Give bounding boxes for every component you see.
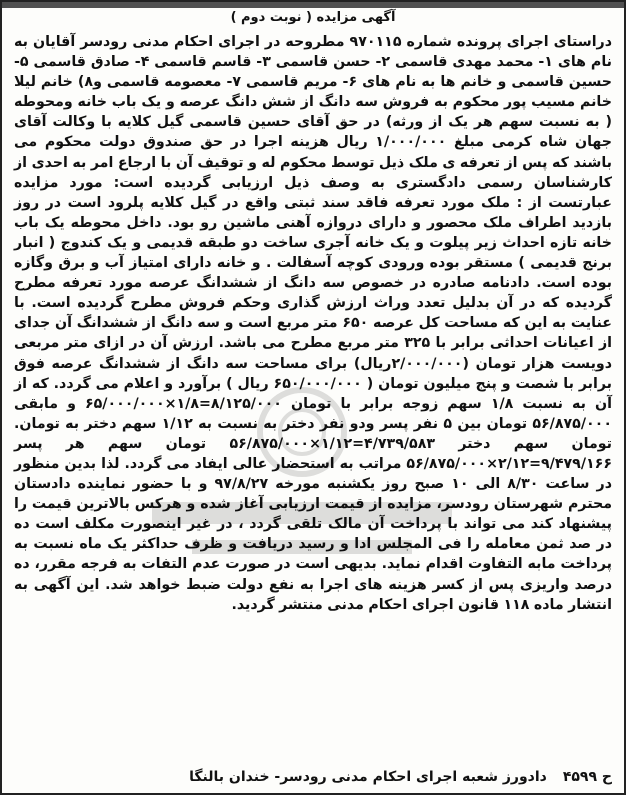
notice-title: آگهی مزایده ( نوبت دوم ) [230, 10, 396, 25]
notice-footer [14, 769, 612, 785]
notice-body [14, 32, 612, 759]
footer-code: ح ۴۵۹۹ [562, 769, 612, 785]
top-border-strip [2, 2, 624, 8]
notice-paragraph: دراستای اجرای پرونده شماره ۹۷۰۱۱۵ مطروحه در اجرای احکام مدنی رودسر آقایان به نام های ۱- محمد مهدی قاسمی ۲- حسن قاسمی ۳- قاسم قاسمی ۴- صادق قاسمی ۵- حسین قاسمی و خانم ها به نام های ۶- مریم قاسمی ۷- معصومه قاسمی و۸) خانم لیلا خانم مسیب پور محکوم به فروش سه دانگ از شش دانگ عرصه و یک باب خانه ومحوطه ( به نسبت سهم هر یک از ورثه) در حق آقای حسین قاسمی گیل کلایه با وکالت آقای جهان شاه کرمی مبلغ ۱/۰۰۰/۰۰۰ ریال هزینه اجرا در حق صندوق دولت محکوم می باشند که پس از تعرفه ی ملک ذیل توسط محکوم له و توقیف آن با ارجاع امر به احدی از کارشناسان رسمی دادگستری به وصف ذیل ارزیابی گردیده است: مورد مزایده عبارتست از : ملک مورد تعرفه فاقد سند ثبتی واقع در گیل کلایه پلرود است در روز بازدید اطراف ملک محصور و دارای دروازه آهنی ماشین رو بود. داخل محوطه یک باب خانه تازه احداث زیر پیلوت و یک خانه آجری ساخت دو طبقه قدیمی و یک کندوج ( انبار برنج قدیمی ) مستقر بوده ورودی کوچه آسفالت . و خانه دارای امتیاز آب و برق وگازه بوده است. دادنامه صادره در خصوص سه دانگ از ششدانگ عرصه مورد تعرفه مطرح گردیده که در آن بدلیل تعدد وراث ارزش گذاری وحکم فروش مطرح گردیده است. با عنایت به این که مساحت کل عرصه ۶۵۰ متر مربع است و سه دانگ از ششدانگ آن جدای از اعیانات احداثی برابر با ۳۲۵ متر مربع مطرح می باشد. ارزش آن در ازای متر مربعی دویست هزار تومان (۲/۰۰۰/۰۰۰ریال) برای مساحت سه دانگ از ششدانگ عرصه فوق برابر با شصت و پنج میلیون تومان ( ۶۵۰/۰۰۰/۰۰۰ ریال ) برآورد و اعلام می گردد. که از آن به نسبت ۱/۸ سهم زوجه برابر با تومان ۸/۱۲۵/۰۰۰=۱/۸×۶۵/۰۰۰/۰۰۰ و مابقی ۵۶/۸۷۵/۰۰۰ تومان بین ۵ نفر پسر ودو نفر دختر به نسبت به ۱/۱۲ سهم دختر به تومان. تومان سهم دختر ۴/۷۳۹/۵۸۳=۱/۱۲×۵۶/۸۷۵/۰۰۰ تومان سهم هر پسر ۹/۴۷۹/۱۶۶=۲/۱۲×۵۶/۸۷۵/۰۰۰ مراتب به استحضار عالی ایفاد می گردد. لذا بدین منظور در ساعت ۸/۳۰ الی ۱۰ صبح روز یکشنبه مورخه ۹۷/۸/۲۷ و با حضور نماینده دادستان محترم شهرستان رودسر، مزایده از قیمت ارزیابی آغاز شده و هرکس بالاترین قیمت را پیشنهاد کند می تواند با پرداخت آن مالک تلقی گردد ، در غیر اینصورت مکلف است ده در صد ثمن معامله را فی المجلس ادا و رسید دریافت و ظرف حداکثر یک ماه نسبت به پرداخت مابه التفاوت اقدام نماید. بدیهی است در صورت عدم التفات به فرجه مقرر، ده درصد واریزی پس از کسر هزینه های اجرا به نفع دولت ضبط خواهد شد. این آگهی به انتشار ماده ۱۱۸ قانون اجرای احکام مدنی منتشر گردید. [14, 34, 613, 613]
footer-signature: دادورز شعبه اجرای احکام مدنی رودسر- خندان بالنگا [189, 769, 547, 785]
